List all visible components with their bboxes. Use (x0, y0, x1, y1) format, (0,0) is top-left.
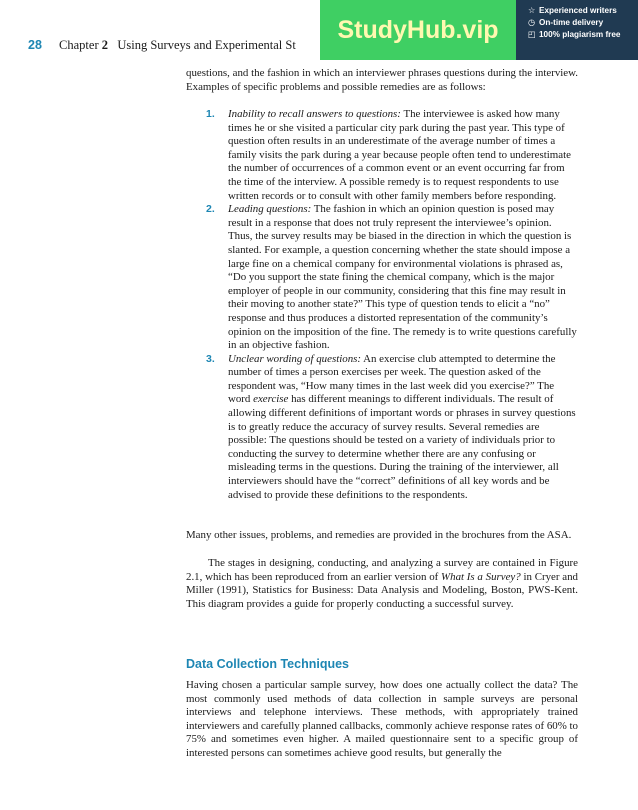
item-title: Unclear wording of questions: (228, 352, 362, 365)
item-title: Inability to recall answers to questions: (228, 108, 401, 120)
perk-item: ◰ 100% plagiarism free (528, 30, 621, 39)
item-number: 3. (206, 352, 215, 365)
chapter-label: Chapter 2 Using Surveys and Experimental St (59, 38, 296, 52)
item-number: 1. (206, 108, 215, 120)
item-text: The interviewee is asked how many times he or she visited a particular city park during the past year. This type of question often results in an underestimate of the average number of times a family visits the park during a year because people often tend to underestimate the number of occurrences of a common event or an event occurring far from the time of the interview. A possible remedy is to request respondents to use written records or to consult with other family members before responding. (228, 108, 571, 202)
item-title: Leading questions: (228, 203, 312, 216)
list-item (206, 108, 578, 203)
stages-paragraph: The stages in designing, conducting, and analyzing a survey are contained in Figure 2.1, which has been reproduced from an earlier version of What Is a Survey? in Cryer and Miller (1991), Statistics for Business: Data Analysis and Modeling, Boston, PWS-Kent. This diagram provides a guide for properly conducting a successful survey. (186, 557, 579, 610)
list-item (206, 203, 578, 353)
intro-paragraph: questions, and the fashion in which an interviewer phrases questions during the interview. Examples of specific problems and possible remedies are as follows: (186, 67, 578, 93)
item-number: 2. (206, 203, 215, 216)
star-icon: ☆ (528, 6, 536, 15)
studyhub-banner[interactable] (320, 0, 638, 60)
list-item (206, 353, 578, 503)
item-text: has different meanings to different individuals. The result of allowing different definitions of important words or phrases in survey questions is to greatly reduce the accuracy of survey results. Several remedies are possible: The questions should be tested on a variety of individuals prior to conducting the survey to determine whether there are any confusing or misleading terms in the questions. During the training of the interviewer, all interviewers should have the “correct” definitions of all key words and be advised to provide these definitions to the respondents. (228, 393, 576, 501)
page-number: 28 (28, 38, 42, 52)
after-list-paragraph: Many other issues, problems, and remedies are provided in the brochures from the ASA. (186, 529, 572, 541)
chapter-number: 2 (101, 38, 108, 52)
brand-logo[interactable]: StudyHub.vip (320, 0, 516, 60)
clock-icon: ◷ (528, 18, 536, 27)
document-icon: ◰ (528, 30, 536, 39)
section-heading: Data Collection Techniques (186, 657, 349, 671)
problems-list (206, 108, 578, 502)
perk-item: ◷ On-time delivery (528, 18, 604, 27)
perks-list (516, 0, 638, 60)
book-title: What Is a Survey? (441, 570, 521, 583)
data-collection-paragraph: Having chosen a particular sample survey, how does one actually collect the data? The most commonly used methods of data collection in sample surveys are personal interviews and telephone interviews. These methods, with appropriately trained interviewers and carefully planned callbacks, commonly achieve response rates of 60% to 75% and sometimes even higher. A mailed questionnaire sent to a specific group of interested persons can sometimes achieve good results, but generally the (186, 679, 578, 759)
chapter-title: Using Surveys and Experimental St (117, 38, 296, 52)
running-header (28, 38, 296, 53)
item-text: The fashion in which an opinion question is posed may result in a response that does not truly represent the interviewee’s opinion. Thus, the survey results may be biased in the direction in which the question is slanted. For example, a question concerning whether the state should impose a large fine on a chemical company for environmental violations is phrased as, “Do you support the state fining the chemical company, which is the major employer of people in our community, considering that this fine may result in their moving to another state?” This type of question tends to elicit a “no” response and thus produces a distorted representation of the community’s opinion on the imposition of the fine. The remedy is to write questions carefully in an objective fashion. (228, 203, 577, 352)
item-text: An exercise club attempted to determine the number of times a person exercises per week. The question asked of the respondent was, “How many times in the last week did you exercise?” The word (228, 352, 556, 406)
emphasized-word: exercise (253, 393, 289, 406)
perk-item: ☆ Experienced writers (528, 6, 617, 15)
